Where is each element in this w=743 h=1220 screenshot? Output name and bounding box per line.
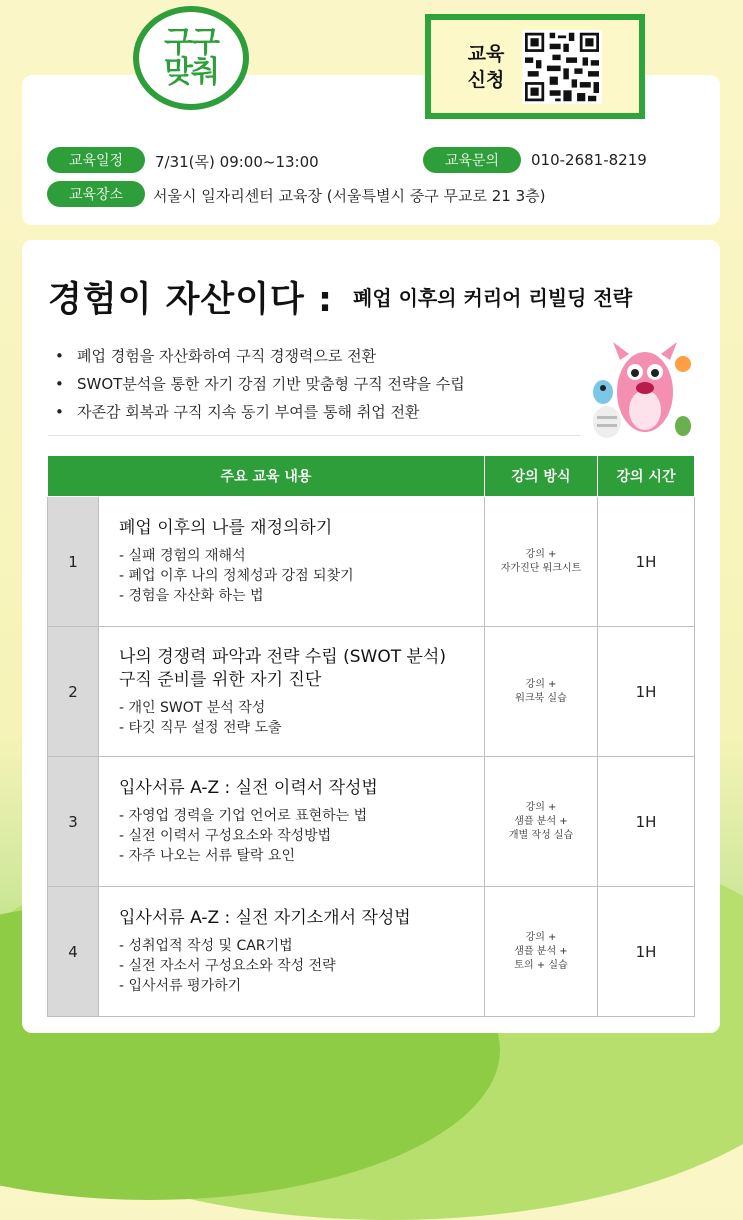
row-item: - 실전 자소서 구성요소와 작성 전략 [119, 958, 336, 974]
list-item: • SWOT분석을 통한 자기 강점 기반 맞춤형 구직 전략을 수립 [55, 375, 465, 393]
list-item: • 자존감 회복과 구직 지속 동기 부여를 통해 취업 전환 [55, 403, 420, 421]
row-item: - 실패 경험의 재해석 [119, 548, 246, 564]
table-header-method: 강의 방식 [485, 456, 598, 497]
brand-logo [133, 6, 249, 110]
date-value: 7/31(목) 09:00~13:00 [155, 153, 319, 171]
method-line: 샘플 분석 + [514, 815, 568, 827]
row-title: 입사서류 A-Z : 실전 이력서 작성법 [119, 778, 378, 798]
method-line: 강의 + [525, 801, 557, 813]
table-header-content: 주요 교육 내용 [48, 456, 485, 497]
method-line: 강의 + [525, 931, 557, 943]
row-item: - 입사서류 평가하기 [119, 978, 242, 994]
table-row [48, 497, 695, 627]
method-line: 강의 + [525, 678, 557, 690]
row-item: - 성취업적 작성 및 CAR기법 [119, 938, 293, 954]
row-number: 1 [48, 497, 99, 627]
row-number: 2 [48, 627, 99, 757]
qr-signup-box[interactable] [425, 14, 645, 119]
row-item: - 자영업 경력을 기업 언어로 표현하는 법 [119, 808, 368, 824]
row-method [485, 497, 598, 627]
page-title: 경험이 자산이다 : [48, 280, 334, 320]
row-number: 3 [48, 757, 99, 887]
list-item-text: SWOT분석을 통한 자기 강점 기반 맞춤형 구직 전략을 수립 [77, 375, 465, 393]
qr-code-icon[interactable] [522, 30, 602, 104]
curriculum-table [47, 455, 695, 1017]
row-item: - 폐업 이후 나의 정체성과 강점 되찾기 [119, 568, 354, 584]
list-item-text: 폐업 경험을 자산화하여 구직 경쟁력으로 전환 [77, 347, 377, 365]
row-item: - 자주 나오는 서류 탈락 요인 [119, 848, 296, 864]
logo-line1: 구구 [164, 25, 218, 60]
table-row [48, 757, 695, 887]
row-content [99, 757, 485, 887]
row-time: 1H [598, 627, 695, 757]
row-time: 1H [598, 887, 695, 1017]
row-title: 나의 경쟁력 파악과 전략 수립 (SWOT 분석) [119, 646, 446, 667]
row-title: 구직 준비를 위한 자기 진단 [119, 669, 322, 690]
method-line: 샘플 분석 + [514, 945, 568, 957]
row-content [99, 887, 485, 1017]
method-line: 워크북 실습 [515, 692, 567, 704]
method-line: 개별 작성 실습 [508, 829, 574, 841]
list-item: • 폐업 경험을 자산화하여 구직 경쟁력으로 전환 [55, 347, 377, 365]
table-row [48, 887, 695, 1017]
table-header-time: 강의 시간 [598, 456, 695, 497]
row-item: - 경험을 자산화 하는 법 [119, 588, 264, 604]
method-line: 토의 + 실습 [514, 959, 568, 971]
row-method [485, 627, 598, 757]
row-item: - 개인 SWOT 분석 작성 [119, 699, 266, 716]
goal-list [55, 342, 465, 426]
row-method [485, 757, 598, 887]
contact-label-pill: 교육문의 [423, 147, 521, 173]
mascot-characters-icon [585, 330, 700, 445]
row-title: 입사서류 A-Z : 실전 자기소개서 작성법 [119, 908, 411, 928]
list-item-text: 자존감 회복과 구직 지속 동기 부여를 통해 취업 전환 [77, 403, 420, 421]
row-number: 4 [48, 887, 99, 1017]
row-item: - 타깃 직무 설정 전략 도출 [119, 719, 282, 736]
divider [48, 435, 580, 436]
place-label-pill: 교육장소 [47, 181, 145, 207]
qr-label-line2: 신청 [467, 68, 505, 91]
table-row [48, 627, 695, 757]
logo-line2: 맞춰 [164, 55, 218, 90]
row-title: 폐업 이후의 나를 재정의하기 [119, 518, 333, 538]
contact-value[interactable]: 010-2681-8219 [531, 151, 647, 169]
qr-label [468, 41, 505, 93]
method-line: 강의 + [525, 548, 557, 560]
date-label-pill: 교육일정 [47, 147, 145, 173]
row-time: 1H [598, 497, 695, 627]
place-value: 서울시 일자리센터 교육장 (서울특별시 중구 무교로 21 3층) [153, 187, 546, 205]
method-line: 자가진단 워크시트 [500, 562, 582, 574]
row-content [99, 627, 485, 757]
row-time: 1H [598, 757, 695, 887]
row-method [485, 887, 598, 1017]
row-item: - 실전 이력서 구성요소와 작성방법 [119, 828, 332, 844]
page-subtitle: 폐업 이후의 커리어 리빌딩 전략 [353, 286, 633, 310]
row-content [99, 497, 485, 627]
qr-label-line1: 교육 [467, 42, 505, 65]
